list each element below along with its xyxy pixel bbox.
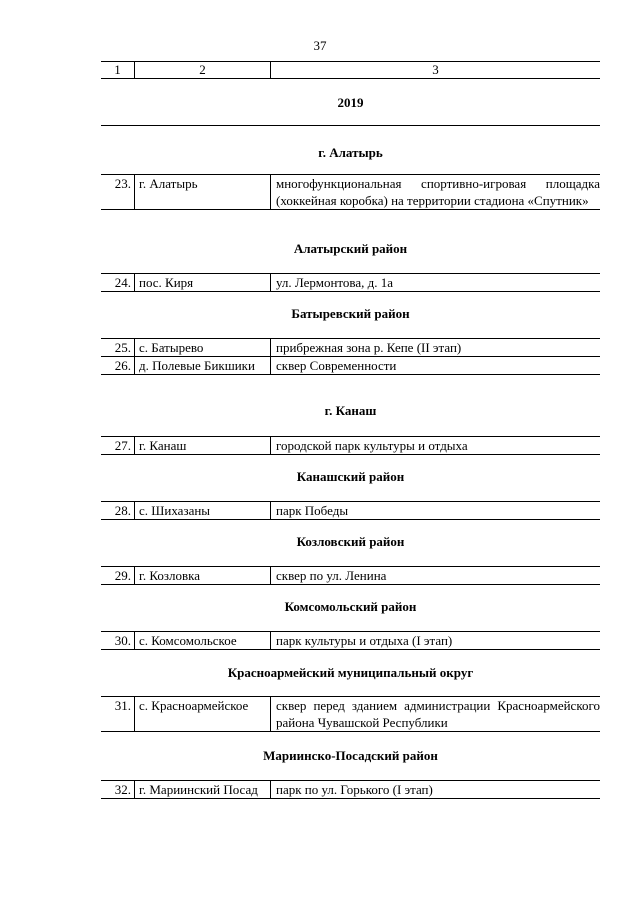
section-rows [101,567,600,585]
row-place: г. Алатырь [134,175,270,209]
row-place: с. Комсомольское [134,632,270,649]
section-heading [101,389,600,437]
row-object: прибрежная зона р. Кепе (II этап) [270,339,600,356]
section-rows [101,339,600,375]
table-row [101,502,600,520]
row-place: с. Шихазаны [134,502,270,519]
row-number: 31. [114,698,131,713]
row-number: 26. [114,358,131,373]
section-heading [101,734,600,781]
header-col-1: 1 [114,62,121,77]
row-object: сквер по ул. Ленина [270,567,600,584]
section-title: г. Канаш [324,403,377,418]
year-heading [101,78,600,126]
row-number: 29. [114,568,131,583]
section-heading [101,520,600,567]
section-title: г. Алатырь [318,145,383,160]
section-rows [101,437,600,455]
row-place: с. Красноармейское [134,697,270,731]
row-place: с. Батырево [134,339,270,356]
section-title: Красноармейский муниципальный округ [227,665,474,680]
section-heading [101,585,600,632]
table-row [101,781,600,799]
row-number: 32. [114,782,131,797]
table-row [101,632,600,650]
section-rows [101,632,600,650]
section-title: Алатырский район [293,241,408,256]
row-place: г. Мариинский Посад [134,781,270,798]
section-rows [101,274,600,292]
row-number: 30. [114,633,131,648]
row-object: парк Победы [270,502,600,519]
section-heading [101,228,600,274]
row-object: многофункциональная спортивно-игровая площадка (хоккейная коробка) на территории стадиона «Спутник» [270,175,600,209]
section-title: Комсомольский район [284,599,417,614]
section-title: Козловский район [296,534,405,549]
row-number: 23. [114,176,131,191]
table-row [101,357,600,375]
row-place: г. Козловка [134,567,270,584]
table-row [101,567,600,585]
row-object: сквер Современности [270,357,600,374]
section-rows [101,697,600,732]
section-rows [101,502,600,520]
row-object: парк культуры и отдыха (I этап) [270,632,600,649]
table-row [101,339,600,357]
table-header [101,61,600,79]
row-place: д. Полевые Бикшики [134,357,270,374]
table-row [101,274,600,292]
row-object: парк по ул. Горького (I этап) [270,781,600,798]
year-label: 2019 [337,95,364,110]
section-heading [101,650,600,697]
row-number: 28. [114,503,131,518]
row-object: ул. Лермонтова, д. 1а [270,274,600,291]
section-heading [101,126,600,175]
table-row [101,437,600,455]
row-number: 25. [114,340,131,355]
header-col-3: 3 [270,62,600,78]
section-rows [101,781,600,799]
section-heading [101,455,600,502]
row-object: сквер перед зданием администрации Красноармейского района Чувашской Республики [270,697,600,731]
page-number: 37 [313,38,327,53]
header-col-2: 2 [134,62,270,78]
section-title: Батыревский район [291,306,410,321]
section-title: Мариинско-Посадский район [263,748,438,763]
section-rows [101,175,600,210]
row-place: г. Канаш [134,437,270,454]
row-place: пос. Киря [134,274,270,291]
row-number: 27. [114,438,131,453]
row-object: городской парк культуры и отдыха [270,437,600,454]
table-row [101,175,600,210]
section-title: Канашский район [296,469,405,484]
table-row [101,697,600,732]
section-heading [101,292,600,339]
row-number: 24. [114,275,131,290]
